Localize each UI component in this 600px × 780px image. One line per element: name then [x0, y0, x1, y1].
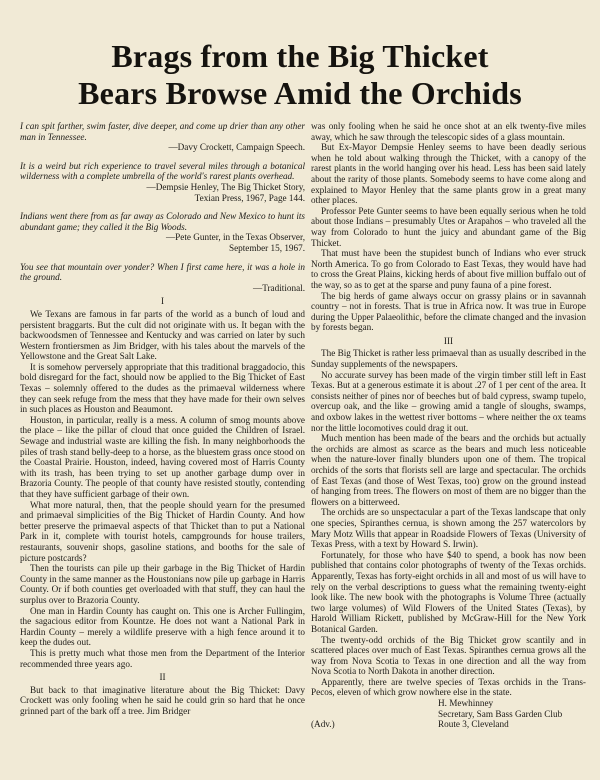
body-paragraph: What more natural, then, that the people should yearn for the presumed and primaeval simplicities of the Big Thicket of Hardin County. And how better preserve the primaeval aspects of that Thicket than to put a National Park in it, complete with tourist hotels, campgrounds for house trailers, restaurants, souvenir shops, gasoline stations, and booths for the sale of picture postcards?	[20, 499, 305, 563]
left-column	[20, 121, 305, 716]
body-paragraph: Professor Pete Gunter seems to have been equally serious when he told about those Indians – presumably Utes or Arapahos – who traveled all the way from Colorado to hunt the juicy and abundant game of the Big Thicket.	[311, 205, 586, 248]
headline-line-1: Brags from the Big Thicket	[111, 38, 489, 74]
body-paragraph: Houston, in particular, really is a mess. A column of smog mounts above the place – like the pillar of cloud that once guided the Children of Israel. Sewage and industrial waste are killing the fish. In many neighborhoods the piles of trash stand belly-deep to a horse, as the bluestem grass once stood on the Coastal Prairie. Houston, indeed, having covered most of Harris County with its trash, has been trying to set up another garbage dump over in Brazoria County. The people of that county have resisted stoutly, contending that they have sufficient garbage of their own.	[20, 414, 305, 499]
body-paragraph: No accurate survey has been made of the virgin timber still left in East Texas. But at a generous estimate it is about .27 of 1 per cent of the area. It consists neither of pines nor of beeches but of bald cypress, swamp tupelo, overcup oak, and the like – growing amid a tangle of sloughs, swamps, and oxbow lakes in the wettest river bottoms – where neither the ox teams nor the little locomotives could drag it out.	[311, 369, 586, 433]
body-paragraph: Much mention has been made of the bears and the orchids but actually the orchids are almost as scarce as the bears and much less noticeable when the nature-lover finally blunders upon one of them. The tropical orchids of the sorts that florists sell are large and spectacular. The orchids of East Texas (and those of West Texas, too) grow on the ground instead of hanging from trees. The flowers on most of them are no bigger than the flowers on a bitterweed.	[311, 433, 586, 507]
body-paragraph: Apparently, there are twelve species of Texas orchids in the Trans-Pecos, eleven of which grow nowhere else in the state.	[311, 676, 586, 698]
body-paragraph: The Big Thicket is rather less primaeval than as usually described in the Sunday supplements of the newspapers.	[311, 348, 586, 370]
headline	[0, 38, 600, 112]
advertisement-marker: (Adv.)	[311, 719, 335, 730]
signature-name: H. Mewhinney	[438, 698, 494, 709]
epigraph-attribution: September 15, 1967.	[228, 242, 305, 253]
epigraph	[20, 211, 305, 253]
headline-line-2: Bears Browse Amid the Orchids	[78, 75, 522, 111]
right-column	[311, 121, 586, 730]
body-paragraph: But back to that imaginative literature about the Big Thicket: Davy Crockett was only fooling when he said he could grin so hard that he once grinned part of the bark off a tree. Jim Bridger	[20, 684, 305, 716]
epigraph-quote: I can spit farther, swim faster, dive deeper, and come up drier than any other man in Tennessee.	[20, 121, 305, 142]
signature-org: Secretary, Sam Bass Garden Club	[438, 708, 563, 719]
epigraph-attribution: —Pete Gunter, in the Texas Observer,	[165, 232, 305, 243]
epigraph	[20, 262, 305, 294]
body-paragraph: The big herds of game always occur on grassy plains or in savannah country – not in forests. That is true in Africa now. It was true in Europe during the Upper Palaeolithic, before the climate changed and the invasion by forests began.	[311, 290, 586, 333]
section-number: I	[160, 296, 165, 307]
body-paragraph: We Texans are famous in far parts of the world as a bunch of loud and persistent braggarts. But the cult did not originate with us. It began with the backwoodsmen of Tennessee and Kentucky and was carried on later by such Western frontiersmen as Jim Bridger, with his tales about the marvels of the Yellowstone and the Great Salt Lake.	[20, 308, 305, 362]
epigraph-attribution: —Traditional.	[253, 282, 305, 293]
body-paragraph: That must have been the stupidest bunch of Indians who ever struck North America. To go from Colorado to East Texas, they would have had to cross the Great Plains, kicking herds of about five million buffalo out of the way, so as to get at the sparse and puny fauna of a pine forest.	[311, 248, 586, 290]
body-paragraph: This is pretty much what those men from the Department of the Interior recommended three years ago.	[20, 647, 305, 669]
epigraph-attribution: —Dempsie Henley, The Big Thicket Story,	[146, 181, 305, 192]
signature-block	[311, 698, 586, 730]
body-paragraph: One man in Hardin County has caught on. This one is Archer Fullingim, the sagacious editor from Kountze. He does not want a National Park in Hardin County – merely a wildlife preserve with a high fence around it to keep the dudes out.	[20, 605, 305, 648]
body-paragraph: It is somehow perversely appropriate that this traditional braggadocio, this bold disregard for the fact, should now be applied to the Big Thicket of East Texas – solemnly offered to the dudes as the primaeval wilderness where they can seek refuge from the mess that they have made for their own selves in such places as Houston and Beaumont.	[20, 361, 305, 415]
section-number: II	[159, 672, 166, 683]
epigraph-attribution: —Davy Crockett, Campaign Speech.	[168, 142, 305, 153]
body-paragraph: Fortunately, for those who have $40 to spend, a book has now been published that contains color photographs of twenty of the Texas orchids. Apparently, Texas has forty-eight orchids in all and most of us will have to rely on the verbal descriptions to guess what the remaining twenty-eight look like. The new book with the photographs is Volume Three (actually two large volumes) of Wild Flowers of the United States (Texas), by Harold William Rickett, published by McGraw-Hill for the New York Botanical Garden.	[311, 549, 586, 634]
epigraph	[20, 161, 305, 203]
epigraph-quote: Indians went there from as far away as Colorado and New Mexico to hunt its abundant game; they called it the Big Woods.	[20, 211, 305, 232]
section-number: III	[443, 335, 454, 346]
epigraph-attribution: Texian Press, 1967, Page 144.	[194, 192, 305, 203]
epigraph	[20, 121, 305, 153]
body-paragraph: The orchids are so unspectacular a part of the Texas landscape that only one species, Spiranthes cernua, is shown among the 257 watercolors by Mary Motz Wills that appear in Roadside Flowers of Texas (University of Texas Press, with a text by Howard S. Irwin).	[311, 507, 586, 550]
epigraph-quote: You see that mountain over yonder? When I first came here, it was a hole in the ground.	[20, 261, 305, 283]
body-paragraph: The twenty-odd orchids of the Big Thicket grow scantily and in scattered places over much of East Texas. Spiranthes cernua grows all the way from Nova Scotia to Texas in one direction and all the way from Nova Scotia to North Dakota in another direction.	[311, 634, 586, 677]
signature-address: Route 3, Cleveland	[438, 719, 509, 730]
body-paragraph: But Ex-Mayor Dempsie Henley seems to have been deadly serious when he told about walking through the Thicket, with a canopy of the rarest plants in the world hanging over his head. Less has been said lately about the rarity of those plants. Somebody seems to have come along and explained to Mayor Henley that the same plants grow in a great many other places.	[311, 142, 586, 206]
body-paragraph: Then the tourists can pile up their garbage in the Big Thicket of Hardin County in the same manner as the Houstonians now pile up garbage in Harris County. Or if both counties get overloaded with that stuff, they can haul the surplus over to Brazoria County.	[20, 563, 305, 605]
epigraph-quote: It is a weird but rich experience to travel several miles through a botanical wilderness with a complete umbrella of the world's rarest plants overhead.	[20, 160, 305, 182]
body-paragraph: was only fooling when he said he once shot at an elk twenty-five miles away, which he saw through the telescopic sides of a glass mountain.	[311, 121, 586, 142]
